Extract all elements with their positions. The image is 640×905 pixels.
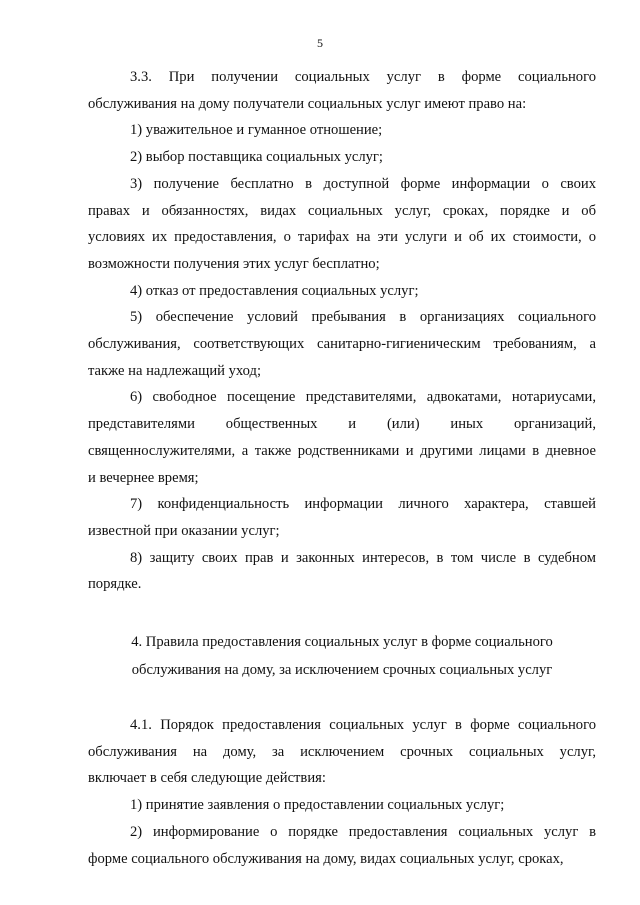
paragraph-line: 3) получение бесплатно в доступной форме информации о своих: [130, 175, 596, 192]
paragraph: [88, 792, 596, 819]
paragraph-line: представителями общественных и (или) иных организаций,: [88, 416, 596, 433]
paragraph-line: священнослужителями, а также родственниками и другими лицами в дневное: [88, 442, 596, 459]
paragraph-line: 6) свободное посещение представителями, адвокатами, нотариусами,: [130, 389, 596, 406]
paragraph: [88, 545, 596, 598]
paragraph-line: обслуживания, соответствующих санитарно-гигиеническим требованиям, а: [88, 336, 596, 353]
paragraph-line: 3.3. При получении социальных услуг в форме социального: [130, 69, 596, 85]
paragraph: [88, 712, 596, 792]
paragraph-line: также на надлежащий уход;: [88, 362, 262, 379]
clause-4-1: [88, 712, 596, 872]
paragraph-line: условиях их предоставления, о тарифах на эти услуги и об их стоимости, о: [88, 229, 596, 246]
paragraph: [88, 278, 596, 305]
section-4-title: [88, 628, 596, 684]
paragraph-line: известной при оказании услуг;: [88, 522, 280, 539]
paragraph-line: и вечернее время;: [88, 469, 199, 486]
paragraph-line: обслуживания на дому, за исключением срочных социальных услуг,: [88, 743, 596, 760]
paragraph: [88, 384, 596, 491]
paragraph-line: 7) конфиденциальность информации личного характера, ставшей: [130, 496, 596, 513]
paragraph: [88, 64, 596, 117]
paragraph-line: 2) информирование о порядке предоставления социальных услуг в: [130, 823, 596, 840]
paragraph-line: 4) отказ от предоставления социальных услуг;: [130, 282, 419, 299]
paragraph-line: 5) обеспечение условий пребывания в организациях социального: [130, 309, 596, 326]
paragraph-line: 8) защиту своих прав и законных интересов, в том числе в судебном: [130, 549, 596, 566]
paragraph: [88, 491, 596, 544]
paragraph: [88, 117, 596, 144]
section-title-line: 4. Правила предоставления социальных услуг в форме социального: [131, 634, 553, 651]
section-title-line: обслуживания на дому, за исключением срочных социальных услуг: [131, 662, 553, 679]
paragraph-line: правах и обязанностях, видах социальных услуг, сроках, порядке и об: [88, 202, 596, 219]
paragraph-line: порядке.: [88, 576, 142, 593]
paragraph-line: 2) выбор поставщика социальных услуг;: [130, 149, 383, 166]
paragraph: [88, 304, 596, 384]
clause-3-3: [88, 64, 596, 598]
paragraph-line: возможности получения этих услуг бесплатно;: [88, 255, 380, 272]
paragraph-line: включает в себя следующие действия:: [88, 770, 326, 787]
paragraph-line: 4.1. Порядок предоставления социальных услуг в форме социального: [130, 717, 596, 734]
paragraph: [88, 819, 596, 872]
document-body: [88, 64, 596, 872]
paragraph-line: форме социального обслуживания на дому, видах социальных услуг, сроках,: [88, 850, 564, 867]
paragraph-line: 1) уважительное и гуманное отношение;: [130, 122, 383, 139]
paragraph-line: 1) принятие заявления о предоставлении социальных услуг;: [130, 797, 505, 814]
page-number: 5: [317, 36, 323, 50]
paragraph-line: обслуживания на дому получатели социальных услуг имеют право на:: [88, 95, 527, 112]
paragraph: [88, 144, 596, 171]
paragraph: [88, 171, 596, 278]
